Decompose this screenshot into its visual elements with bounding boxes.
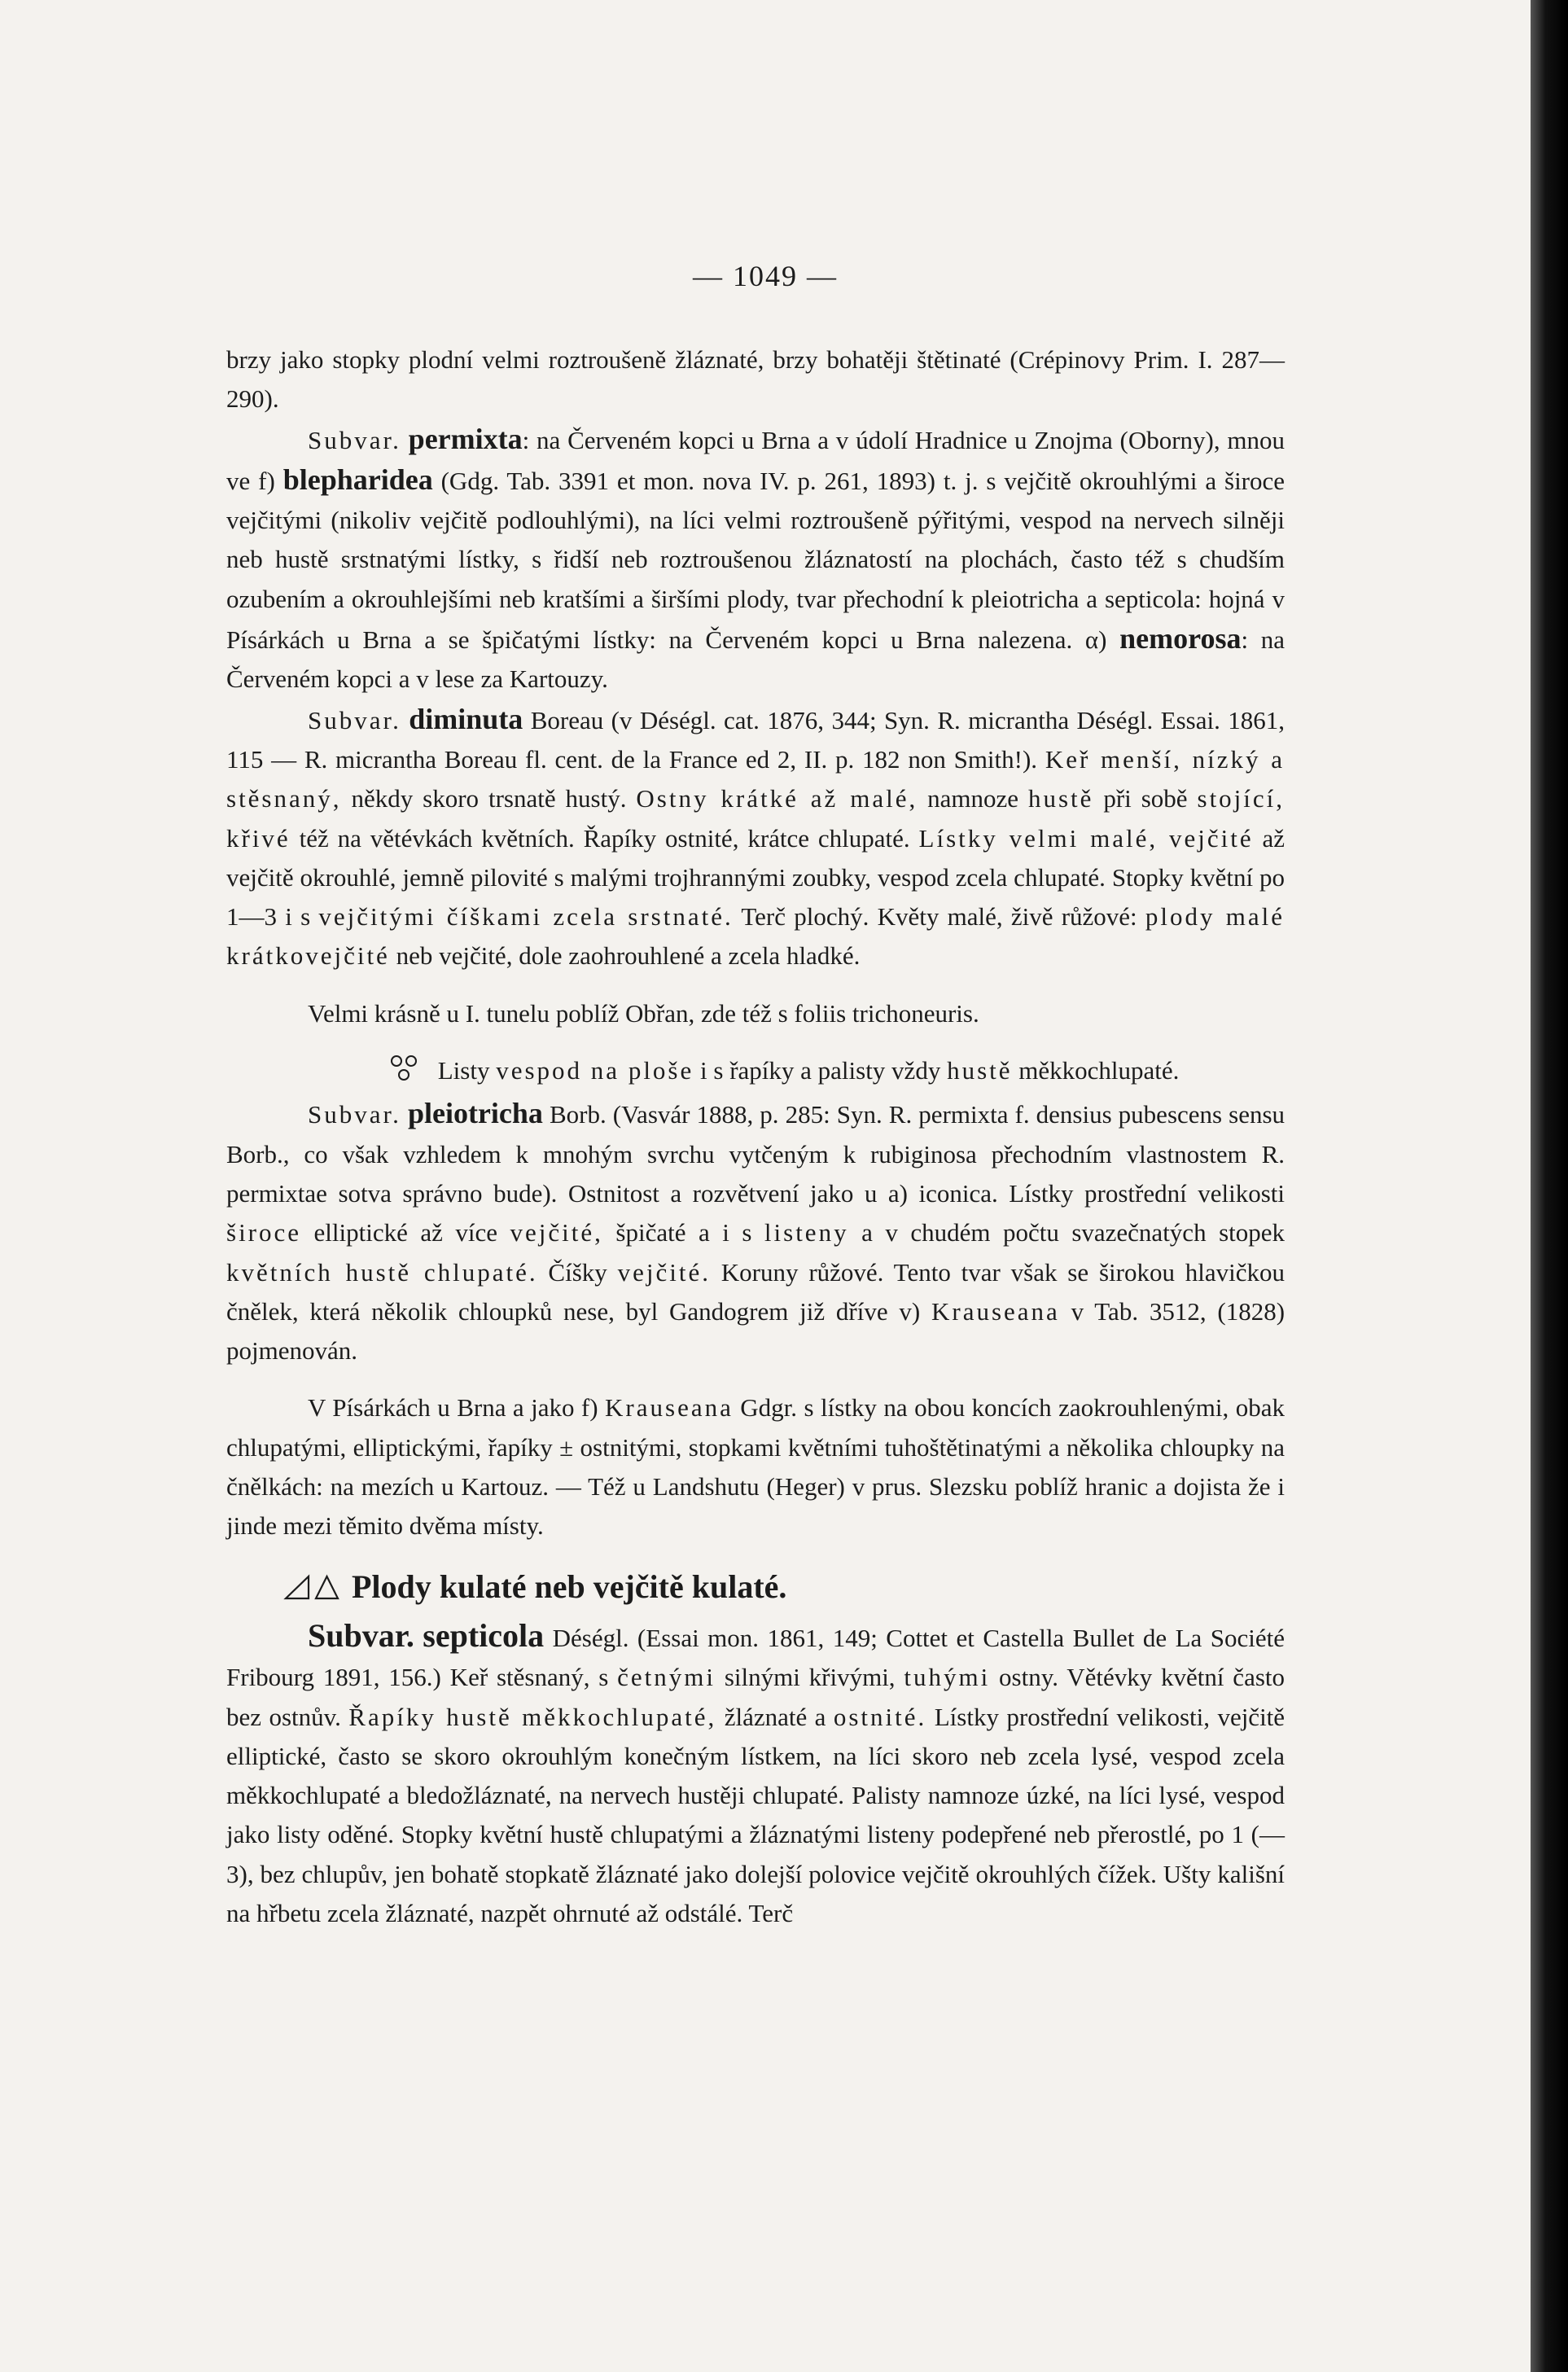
circles-symbol-icon (308, 1054, 420, 1094)
taxon-diminuta: diminuta (409, 702, 523, 735)
paragraph-septicola: Subvar. septicola Déségl. (Essai mon. 1861, 149; Cottet et Castella Bullet de La Société Fribourg 1891, 156.) Keř stěsnaný, s četnými silnými křivými, tuhými ostny. Větévky květní často bez ostnův. Řapíky hustě měkkochlupaté, žláznaté a ostnité. Lístky prostřední velikosti, vejčitě elliptické, často se skoro okrouhlým konečným lístkem, na líci skoro neb zcela lysé, vespod zcela měkkochlupaté a bledožláznaté, na nervech hustěji chlupaté. Palisty namnoze úzké, na líci lysé, vespod jako listy oděné. Stopky květní hustě chlupatými a žláznatými listeny podepřené neb přerostlé, po 1 (— 3), bez chlupův, jen bohatě stopkatě žláznaté jako dolejší polovice vejčitě okrouhlých čížek. Ušty kališní na hřbetu zcela žláznaté, nazpět ohrnuté až odstálé. Terč (226, 1616, 1285, 1927)
taxon-permixta: permixta (408, 422, 523, 455)
subvar-label: Subvar. (308, 705, 401, 734)
paragraph-locality-obran: Velmi krásně u I. tunelu poblíž Obřan, zde též s foliis trichoneuris. (308, 998, 979, 1028)
taxon-pleiotricha: pleiotricha (407, 1097, 543, 1130)
paragraph-continuation: brzy jako stopky plodní velmi roztroušeně žláznaté, brzy bohatěji štětinaté (Crépinovy Prim. I. 287—290). (226, 345, 1285, 414)
paragraph-diminuta: Subvar. diminuta Boreau (v Déségl. cat. 1876, 344; Syn. R. micrantha Déségl. Essai. 1861, 115 — R. micrantha Boreau fl. cent. de la France ed 2, II. p. 182 non Smith!). Keř menší, nízký a stěsnaný, někdy skoro trsnatě hustý. Ostny krátké až malé, namnoze hustě při sobě stojící, křivé též na větévkách květních. Řapíky ostnité, krátce chlupaté. Lístky velmi malé, vejčité až vejčitě okrouhlé, jemně pilovité s malými trojhrannými zoubky, vespod zcela chlupaté. Stopky květní po 1—3 i s vejčitými číškami zcela srstnaté. Terč plochý. Květy malé, živě růžové: plody malé krátkovejčité neb vejčité, dole zaohrouhlené a zcela hladké. (226, 702, 1285, 971)
subvar-label: Subvar. (308, 1616, 414, 1654)
paragraph-pleiotricha: Subvar. pleiotricha Borb. (Vasvár 1888, p. 285: Syn. R. permixta f. densius pubescens sensu Borb., co však vzhledem k mnohým svrchu vytčeným k rubiginosa přechodním vlastnostem R. permixtae sotva správno bude). Ostnitost a rozvětvení jako u a) iconica. Lístky prostřední velikosti široce elliptické až více vejčité, špičaté a i s listeny a v chudém počtu svazečnatých stopek květních hustě chlupaté. Číšky vejčité. Koruny růžové. Tento tvar však se širokou hlavičkou čnělek, která několik chloupků nese, byl Gandogrem již dříve v) Krauseana v Tab. 3512, (1828) pojmenován. (226, 1097, 1285, 1366)
taxon-septicola: septicola (423, 1616, 545, 1654)
triangles-symbol-icon (283, 1571, 340, 1610)
taxon-nemorosa: nemorosa (1119, 622, 1242, 655)
subvar-label: Subvar. (308, 425, 401, 454)
scan-edge-shadow (1531, 0, 1568, 2372)
subvar-label: Subvar. (308, 1100, 401, 1129)
paragraph-listy: Listy vespod na ploše i s řapíky a palisty vždy hustě měkkochlupaté. (226, 1051, 1285, 1094)
paragraph-permixta: Subvar. permixta: na Červeném kopci u Brna a v údolí Hradnice u Znojma (Oborny), mnou ve f) blepharidea (Gdg. Tab. 3391 et mon. nova IV. p. 261, 1893) t. j. s vejčitě okrouhlými a široce vejčitými (nikoliv vejčitě podlouhlými), na líci velmi roztroušeně pýřitými, vespod na nervech silněji neb hustě srstnatými lístky, s řidší neb roztroušenou žláznatostí na plochách, často též s chudším ozubením a okrouhlejšími neb kratšími a širšími plody, tvar přechodní k pleiotricha a septicola: hojná v Písárkách u Brna a se špičatými lístky: na Červeném kopci u Brna nalezena. α) nemorosa: na Červeném kopci a v lese za Kartouzy. (226, 422, 1285, 694)
paragraph-krauseana: V Písárkách u Brna a jako f) Krauseana Gdgr. s lístky na obou koncích zaokrouhlenými, obak chlupatými, elliptickými, řapíky ± ostnitými, stopkami květními tuhoštětinatými a několika chloupky na čnělkách: na mezích u Kartouz. — Též u Landshutu (Heger) v prus. Slezsku poblíž hranic a dojista že i jinde mezi těmito dvěma místy. (226, 1393, 1285, 1541)
page-number: — 1049 — (693, 260, 838, 292)
body-text (226, 340, 1285, 1933)
section-heading: Plody kulaté neb vejčitě kulaté. (226, 1567, 1285, 1610)
taxon-blepharidea: blepharidea (283, 463, 433, 496)
